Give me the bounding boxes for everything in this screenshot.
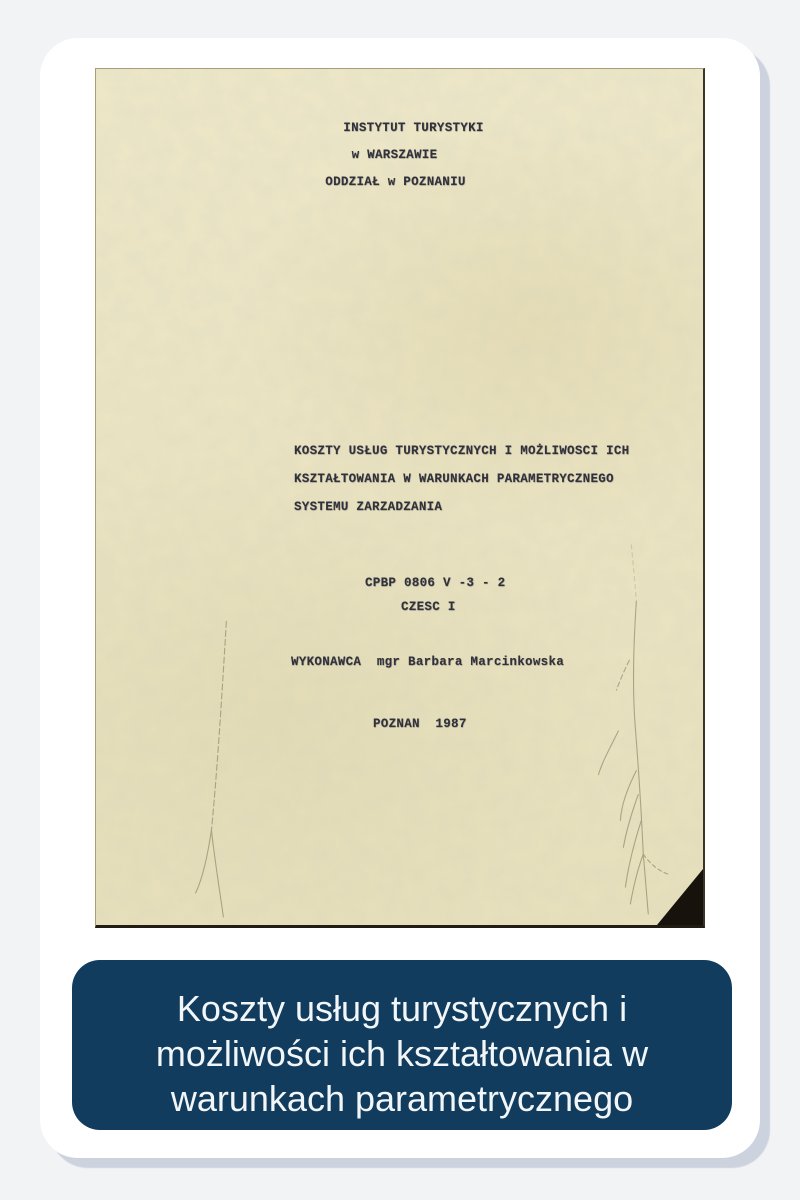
doc-title-line1: KOSZTY USŁUG TURYSTYCZNYCH I MOŻLIWOSCI ICH	[294, 444, 630, 458]
doc-institute-line2: w WARSZAWIE	[351, 148, 438, 162]
crease-marks	[96, 69, 703, 925]
caption-line-3: warunkach parametrycznego	[170, 1078, 634, 1119]
paper-texture	[96, 69, 703, 925]
image-card	[40, 38, 760, 1158]
doc-part-label: CZESC I	[401, 600, 456, 614]
caption-line-1: Koszty usług turystycznych i	[176, 988, 628, 1029]
caption-line-2: możliwości ich kształtowania w	[155, 1033, 649, 1074]
document-scan	[95, 68, 705, 928]
doc-place-year: POZNAN 1987	[373, 717, 467, 731]
doc-reference-code: CPBP 0806 V -3 - 2	[365, 576, 506, 590]
doc-title-line2: KSZTAŁTOWANIA W WARUNKACH PARAMETRYCZNEGO	[294, 472, 614, 486]
doc-institute-line3: ODDZIAŁ w POZNANIU	[325, 175, 466, 189]
doc-title-line3: SYSTEMU ZARZADZANIA	[294, 500, 443, 514]
doc-author-line: WYKONAWCA mgr Barbara Marcinkowska	[291, 655, 565, 669]
caption-banner	[72, 960, 732, 1130]
paper-corner-fold	[657, 869, 703, 925]
doc-institute-line1: INSTYTUT TURYSTYKI	[343, 121, 484, 135]
